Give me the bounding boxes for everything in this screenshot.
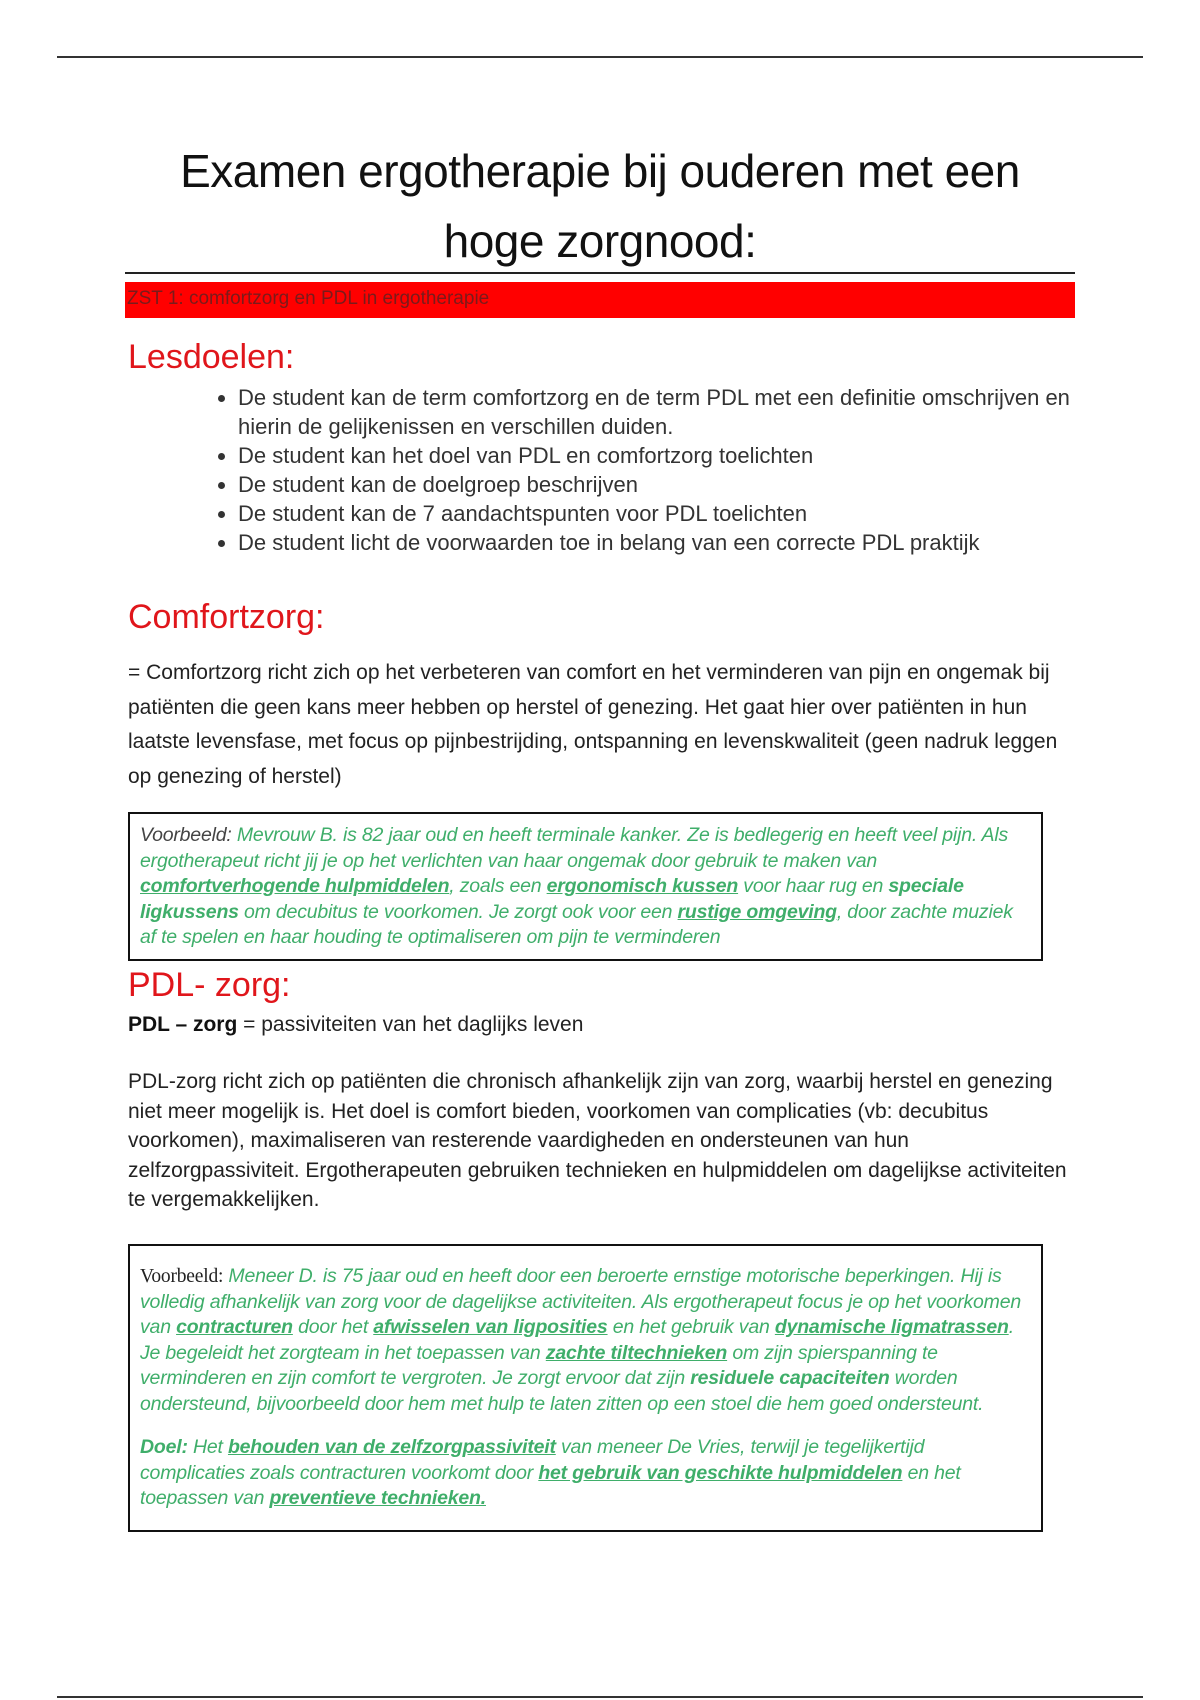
pdl-example-box — [128, 1244, 1043, 1532]
example-keyword: residuele capaciteiten — [690, 1367, 890, 1389]
goal-keyword: preventieve technieken. — [269, 1487, 486, 1509]
example-text: Mevrouw B. is 82 jaar oud en heeft terminale kanker. Ze is bedlegerig en heeft veel pijn. Als ergotherapeut richt jij je op het verlichten van haar ongemak door gebruik te maken van — [140, 824, 1009, 872]
example-keyword: contracturen — [176, 1316, 293, 1338]
list-item: • De student kan de 7 aandachtspunten voor PDL toelichten — [238, 499, 1118, 528]
goal-text: van meneer De Vries, terwijl je tegelijkertijd complicaties zoals contracturen voorkomt door — [140, 1436, 925, 1484]
example-text: door het — [292, 1316, 374, 1338]
pdl-term-def: = passiviteiten van het daglijks leven — [237, 1013, 584, 1036]
page-title — [125, 136, 1075, 276]
example-keyword: comfortverhogende hulpmiddelen — [140, 875, 450, 897]
example-text: om decubitus te voorkomen. Je zorgt ook voor een — [238, 900, 678, 923]
goal-keyword: het gebruik van geschikte hulpmiddelen — [538, 1461, 903, 1484]
example-keyword: afwisselen van ligposities — [373, 1316, 608, 1338]
pdl-example — [140, 1264, 1031, 1417]
pdl-paragraph: PDL-zorg richt zich op patiënten die chronisch afhankelijk zijn van zorg, waarbij herstel en genezing niet meer mogelijk is. Het doel is comfort bieden, voorkomen van complicaties (vb: decubitus voorkomen), maximaliseren van resterende vaardigheden en ondersteunen van hun zelfzorgpassiviteit. Ergotherapeuten gebruiken technieken en hulpmiddelen om dagelijkse activiteiten te vergemakkelijken. — [128, 1070, 1067, 1211]
title-line-2: hoge zorgnood: — [443, 215, 757, 267]
example-text: Meneer D. is 75 jaar oud en heeft door een beroerte ernstige motorische beperkingen. Hij is volledig afhankelijk van zorg voor de dagelijkse activiteiten. Als ergotherapeut focus je op het voorkomen van — [140, 1265, 1022, 1338]
title-line-1: Examen ergotherapie bij ouderen met een — [180, 145, 1020, 197]
example-keyword: rustige omgeving — [677, 900, 837, 923]
example-label: Voorbeeld: — [140, 1266, 224, 1287]
pdl-heading: PDL- zorg: — [128, 966, 291, 1004]
list-item: • De student licht de voorwaarden toe in belang van een correcte PDL praktijk — [238, 528, 1118, 557]
lesdoelen-heading: Lesdoelen: — [128, 338, 295, 376]
example-text: , zoals een — [449, 875, 547, 897]
example-text: en het gebruik van — [607, 1316, 775, 1338]
pdl-term-definition — [128, 1012, 1078, 1038]
example-text: om zijn spierspanning te verminderen en zijn comfort te vergroten. Je zorgt ervoor dat zijn — [140, 1341, 938, 1389]
list-item: • De student kan de term comfortzorg en de term PDL met een definitie omschrijven en hierin de gelijkenissen en verschillen duiden. — [238, 383, 1118, 441]
comfortzorg-heading: Comfortzorg: — [128, 598, 325, 636]
example-text: . Je begeleidt het zorgteam in het toepassen van — [140, 1316, 1014, 1364]
list-item: • De student kan het doel van PDL en comfortzorg toelichten — [238, 441, 1118, 470]
comfortzorg-example-box — [128, 812, 1043, 961]
title-rule — [125, 272, 1075, 274]
pdl-term: PDL – zorg — [128, 1013, 238, 1036]
example-keyword: ergonomisch kussen — [546, 875, 739, 897]
top-rule — [57, 56, 1143, 58]
pdl-goal — [140, 1435, 1031, 1512]
section-bar: ZST 1: comfortzorg en PDL in ergotherapie — [125, 282, 1075, 318]
example-keyword: dynamische ligmatrassen — [774, 1316, 1009, 1338]
goal-text: Het — [187, 1436, 228, 1458]
example-text: voor haar rug en — [738, 875, 889, 897]
goal-text: en het toepassen van — [140, 1461, 961, 1509]
goal-label: Doel: — [140, 1436, 188, 1458]
example-label: Voorbeeld: — [140, 824, 232, 846]
example-text: , door zachte muziek af te spelen en haar houding te optimaliseren om pijn te verminderen — [140, 900, 1013, 948]
list-item: • De student kan de doelgroep beschrijven — [238, 470, 1118, 499]
example-text: worden ondersteund, bijvoorbeeld door hem met hulp te laten zitten op een stoel die hem goed ondersteunt. — [140, 1367, 984, 1415]
lesdoelen-list — [200, 383, 1118, 557]
example-keyword: speciale ligkussens — [140, 875, 964, 923]
goal-keyword: behouden van de zelfzorgpassiviteit — [227, 1436, 556, 1458]
bottom-rule — [57, 1696, 1143, 1698]
comfortzorg-definition: = Comfortzorg richt zich op het verbeteren van comfort en het verminderen van pijn en ongemak bij patiënten die geen kans meer hebben op herstel of genezing. Het gaat hier over patiënten in hun laatste levensfase, met focus op pijnbestrijding, ontspanning en levenskwaliteit (geen nadruk leggen op genezing of herstel) — [128, 661, 1058, 788]
example-keyword: zachte tiltechnieken — [545, 1341, 728, 1364]
